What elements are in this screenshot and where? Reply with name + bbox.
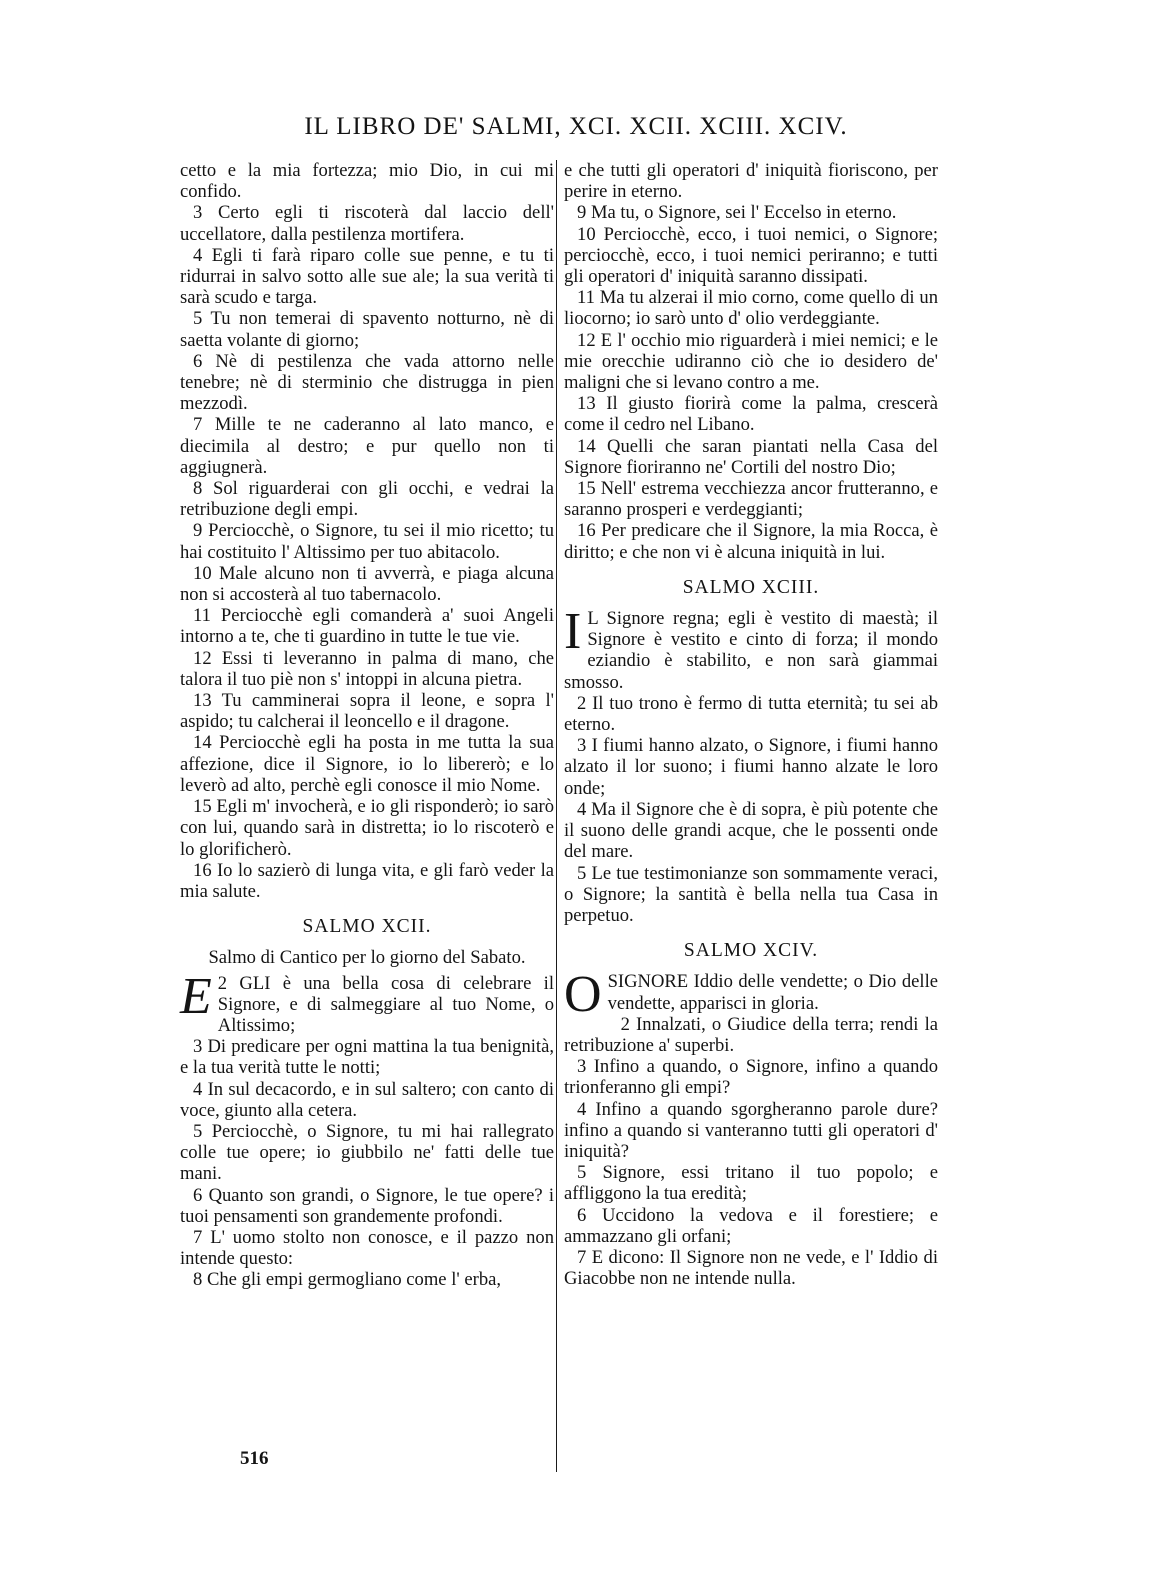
psalm-heading: SALMO XCIV. (683, 940, 819, 962)
verse: 5 Perciocchè, o Signore, tu mi hai rallegrato colle tue opere; io giubbilo ne' fatti delle tue mani. (180, 1120, 554, 1185)
verse: 15 Nell' estrema vecchiezza ancor frutteranno, e saranno prosperi e verdeggianti; (564, 478, 938, 521)
column-divider (556, 160, 557, 1472)
verse: 4 Ma il Signore che è di sopra, è più potente che il suono delle grandi acque, che le possenti onde del mare. (564, 798, 938, 863)
verse-text: SIGNORE Iddio delle vendette; o Dio delle vendette, apparisci in gloria. (607, 971, 938, 1014)
verse: 5 Tu non temerai di spavento notturno, nè di saetta volante di giorno; (180, 308, 554, 351)
verse: 11 Perciocchè egli comanderà a' suoi Angeli intorno a te, che ti guardino in tutte le tue vie. (180, 605, 554, 648)
verse: 3 Infino a quando, o Signore, infino a quando trionferanno gli empi? (564, 1056, 938, 1099)
verse: cetto e la mia fortezza; mio Dio, in cui mi confido. (180, 160, 554, 203)
verse: 14 Perciocchè egli ha posta in me tutta la sua affezione, dice il Signore, io lo libererò; e lo leverò ad alto, perchè egli conosce il mio Nome. (180, 732, 554, 796)
verse: 6 Uccidono la vedova e il forestiere; e ammazzano gli orfani; (564, 1204, 938, 1247)
verse: 6 Nè di pestilenza che vada attorno nelle tenebre; nè di sterminio che distrugga in pien mezzodì. (180, 350, 554, 415)
verse: 16 Io lo sazierò di lunga vita, e gli farò veder la mia salute. (180, 859, 554, 902)
verse: e che tutti gli operatori d' iniquità fioriscono, per perire in eterno. (564, 160, 938, 203)
verse: 4 Egli ti farà riparo colle sue penne, e tu ti ridurrai in salvo sotto alle sue ale; la sua verità ti sarà scudo e targa. (180, 244, 554, 309)
verse: 11 Ma tu alzerai il mio corno, come quello di un liocorno; io sarò unto d' olio verdeggiante. (564, 287, 938, 330)
drop-cap: I (564, 603, 582, 661)
verse: 5 Signore, essi tritano il tuo popolo; e affliggono la tua eredità; (564, 1162, 938, 1205)
verse: 2 Innalzati, o Giudice della terra; rendi la retribuzione a' superbi. (564, 1013, 938, 1056)
verse: 12 E l' occhio mio riguarderà i miei nemici; e le mie orecchie udiranno ciò che io desidero de' maligni che si levano contro a me. (564, 329, 938, 394)
verse-incipit (180, 967, 554, 1037)
psalm-heading: SALMO XCIII. (682, 576, 820, 598)
verse: 12 Essi ti leveranno in palma di mano, che talora il tuo piè non s' intoppi in alcuna pietra. (180, 647, 554, 690)
running-head: IL LIBRO DE' SALMI, XCI. XCII. XCIII. XCIV. (304, 113, 848, 140)
verse: 7 Mille te ne caderanno al lato manco, e diecimila al destro; e pur quello non ti aggiugnerà. (180, 414, 554, 478)
verse: 7 E dicono: Il Signore non ne vede, e l' Iddio di Giacobbe non ne intende nulla. (564, 1246, 938, 1290)
verse: 4 In sul decacordo, e in sul saltero; con canto di voce, giunto alla cetera. (180, 1078, 554, 1121)
verse: 15 Egli m' invocherà, e io gli risponderò; io sarò con lui, quando sarà in distretta; io lo riscoterò e lo glorificherò. (180, 796, 554, 860)
verse-number: 2 (217, 972, 228, 994)
verse-incipit (564, 966, 938, 1024)
verse: 6 Quanto son grandi, o Signore, le tue opere? i tuoi pensamenti son grandemente profondi. (180, 1184, 554, 1227)
verse: 3 I fiumi hanno alzato, o Signore, i fiumi hanno alzato il lor suono; i fiumi hanno alzate le loro onde; (564, 735, 938, 799)
verse: 3 Di predicare per ogni mattina la tua benignità, e la tua verità tutte le notti; (180, 1036, 554, 1079)
verse-incipit (564, 603, 938, 693)
verse-text: GLI è una bella cosa di celebrare il Signore, e di salmeggiare al tuo Nome, o Altissimo; (217, 972, 554, 1036)
verse: 10 Perciocchè, ecco, i tuoi nemici, o Signore; perciocchè, ecco, i tuoi nemici periranno; e tutti gli operatori d' iniquità saranno dissipati. (564, 223, 938, 288)
verse: 2 Il tuo trono è fermo di tutta eternità; tu sei ab eterno. (564, 692, 938, 736)
verse: 16 Per predicare che il Signore, la mia Rocca, è diritto; e che non vi è alcuna iniquità in lui. (564, 520, 938, 563)
left-column (180, 160, 554, 1291)
verse: 4 Infino a quando sgorgheranno parole dure? infino a quando si vanteranno tutti gli operatori d' iniquità? (564, 1098, 938, 1162)
verse: 7 L' uomo stolto non conosce, e il pazzo non intende questo: (180, 1226, 554, 1270)
verse: 5 Le tue testimonianze son sommamente veraci, o Signore; la santità è bella nella tua Casa in perpetuo. (564, 862, 938, 926)
drop-cap: E (180, 967, 212, 1025)
verse-text: L Signore regna; egli è vestito di maestà; il Signore è vestito e cinto di forza; il mondo eziandio è stabilito, e non sarà giammai smosso. (564, 608, 938, 693)
verse: 13 Tu camminerai sopra il leone, e sopra l' aspido; tu calcherai il leoncello e il dragone. (180, 690, 554, 733)
psalm-subtitle: Salmo di Cantico per lo giorno del Sabato. (208, 947, 526, 969)
verse: 14 Quelli che saran piantati nella Casa del Signore fioriranno ne' Cortili del nostro Dio; (564, 435, 938, 478)
verse: 9 Ma tu, o Signore, sei l' Eccelso in eterno. (577, 202, 897, 224)
verse: 8 Sol riguarderai con gli occhi, e vedrai la retribuzione degli empi. (180, 478, 554, 521)
verse: 13 Il giusto fiorirà come la palma, crescerà come il cedro nel Libano. (564, 393, 938, 436)
page-number: 516 (240, 1448, 269, 1469)
verse: 8 Che gli empi germogliano come l' erba, (193, 1269, 502, 1291)
right-column (564, 160, 938, 1289)
verse: 9 Perciocchè, o Signore, tu sei il mio ricetto; tu hai costituito l' Altissimo per tuo abitacolo. (180, 520, 554, 563)
verse: 3 Certo egli ti riscoterà dal laccio dell' uccellatore, dalla pestilenza mortifera. (180, 202, 554, 245)
drop-cap: O (564, 966, 602, 1024)
psalm-heading: SALMO XCII. (302, 916, 432, 938)
verse: 10 Male alcuno non ti avverrà, e piaga alcuna non si accosterà al tuo tabernacolo. (180, 562, 554, 606)
